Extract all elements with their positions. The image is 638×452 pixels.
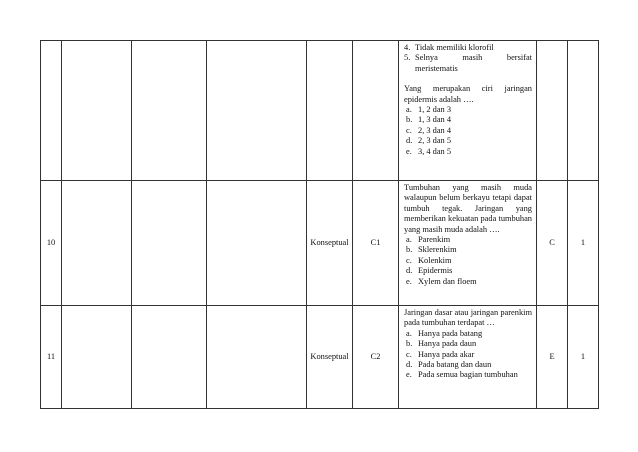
question-stem: Jaringan dasar atau jaringan parenkim pada tumbuhan terdapat … (404, 308, 532, 328)
option-item (406, 329, 532, 339)
list-item (404, 53, 532, 63)
question-type-cell (307, 41, 353, 181)
word: masih (462, 53, 483, 63)
option-item (406, 245, 532, 255)
empty-cell (132, 306, 207, 409)
empty-cell (62, 41, 132, 181)
option-letter: d. (406, 266, 413, 276)
table-row (41, 181, 599, 306)
empty-cell (207, 306, 307, 409)
option-text: 2, 3 dan 5 (418, 136, 452, 146)
option-text: 3, 4 dan 5 (418, 146, 452, 156)
empty-cell (132, 181, 207, 306)
question-stem: Tumbuhan yang masih muda walaupun belum berkayu tetapi dapat tumbuh tegak. Jaringan yang memberikan kekuatan pada tumbuhan yang masih muda adalah …. (404, 183, 532, 234)
option-letter: a. (406, 235, 412, 245)
option-letter: d. (406, 136, 413, 146)
option-text: Epidermis (418, 266, 453, 276)
number-cell: 11 (41, 306, 62, 409)
question-stem: Yang merupakan ciri jaringan epidermis adalah …. (404, 84, 532, 104)
list-number: 4. (404, 43, 411, 52)
option-text: Parenkim (418, 235, 451, 245)
option-text: Pada batang dan daun (418, 360, 492, 370)
option-text: 1, 3 dan 4 (418, 115, 452, 125)
option-item (406, 136, 532, 146)
empty-cell (207, 41, 307, 181)
number-cell: 10 (41, 181, 62, 306)
empty-cell (132, 41, 207, 181)
option-letter: c. (406, 125, 412, 135)
cognitive-level-cell: C1 (353, 181, 399, 306)
option-item (406, 115, 532, 125)
option-list (404, 235, 532, 287)
option-list (404, 105, 532, 157)
option-letter: a. (406, 328, 412, 338)
option-letter: d. (406, 360, 413, 370)
option-list (404, 329, 532, 381)
option-item (406, 339, 532, 349)
option-text: Pada semua bagian tumbuhan (418, 370, 518, 380)
option-text: Kolenkim (418, 255, 452, 265)
statement-text: Tidak memiliki klorofil (415, 43, 494, 52)
option-letter: e. (406, 276, 412, 286)
table-row (41, 41, 599, 181)
answer-key-cell (537, 41, 568, 181)
option-letter: e. (406, 370, 412, 380)
option-letter: e. (406, 146, 412, 156)
word: Selnya (415, 53, 438, 63)
option-item (406, 277, 532, 287)
option-item (406, 105, 532, 115)
option-item (406, 235, 532, 245)
option-item (406, 147, 532, 157)
answer-key-cell: E (537, 306, 568, 409)
statement-list (404, 43, 532, 64)
cognitive-level-cell (353, 41, 399, 181)
score-cell (568, 41, 599, 181)
option-text: Xylem dan floem (418, 276, 477, 286)
option-item (406, 256, 532, 266)
option-letter: b. (406, 339, 413, 349)
option-item (406, 350, 532, 360)
statement-continuation: meristematis (415, 63, 458, 73)
option-letter: a. (406, 105, 412, 115)
list-number: 5. (404, 53, 411, 63)
question-cell (399, 41, 537, 181)
question-cell (399, 181, 537, 306)
option-item (406, 360, 532, 370)
question-cell (399, 306, 537, 409)
word: bersifat (506, 53, 532, 63)
empty-cell (62, 306, 132, 409)
score-cell: 1 (568, 306, 599, 409)
option-text: Hanya pada daun (418, 339, 477, 349)
option-item (406, 370, 532, 380)
option-item (406, 266, 532, 276)
option-letter: c. (406, 349, 412, 359)
answer-key-cell: C (537, 181, 568, 306)
list-item (404, 43, 532, 53)
option-letter: b. (406, 245, 413, 255)
table-row (41, 306, 599, 409)
question-table (40, 40, 599, 409)
option-letter: c. (406, 255, 412, 265)
option-text: Hanya pada batang (418, 328, 483, 338)
question-type-cell: Konseptual (307, 306, 353, 409)
score-cell: 1 (568, 181, 599, 306)
option-text: 2, 3 dan 4 (418, 125, 452, 135)
number-cell (41, 41, 62, 181)
option-text: Hanya pada akar (418, 349, 475, 359)
option-item (406, 126, 532, 136)
empty-cell (62, 181, 132, 306)
empty-cell (207, 181, 307, 306)
statement-text (415, 53, 532, 63)
cognitive-level-cell: C2 (353, 306, 399, 409)
option-text: 1, 2 dan 3 (418, 105, 452, 115)
option-letter: b. (406, 115, 413, 125)
option-text: Sklerenkim (418, 245, 457, 255)
question-type-cell: Konseptual (307, 181, 353, 306)
